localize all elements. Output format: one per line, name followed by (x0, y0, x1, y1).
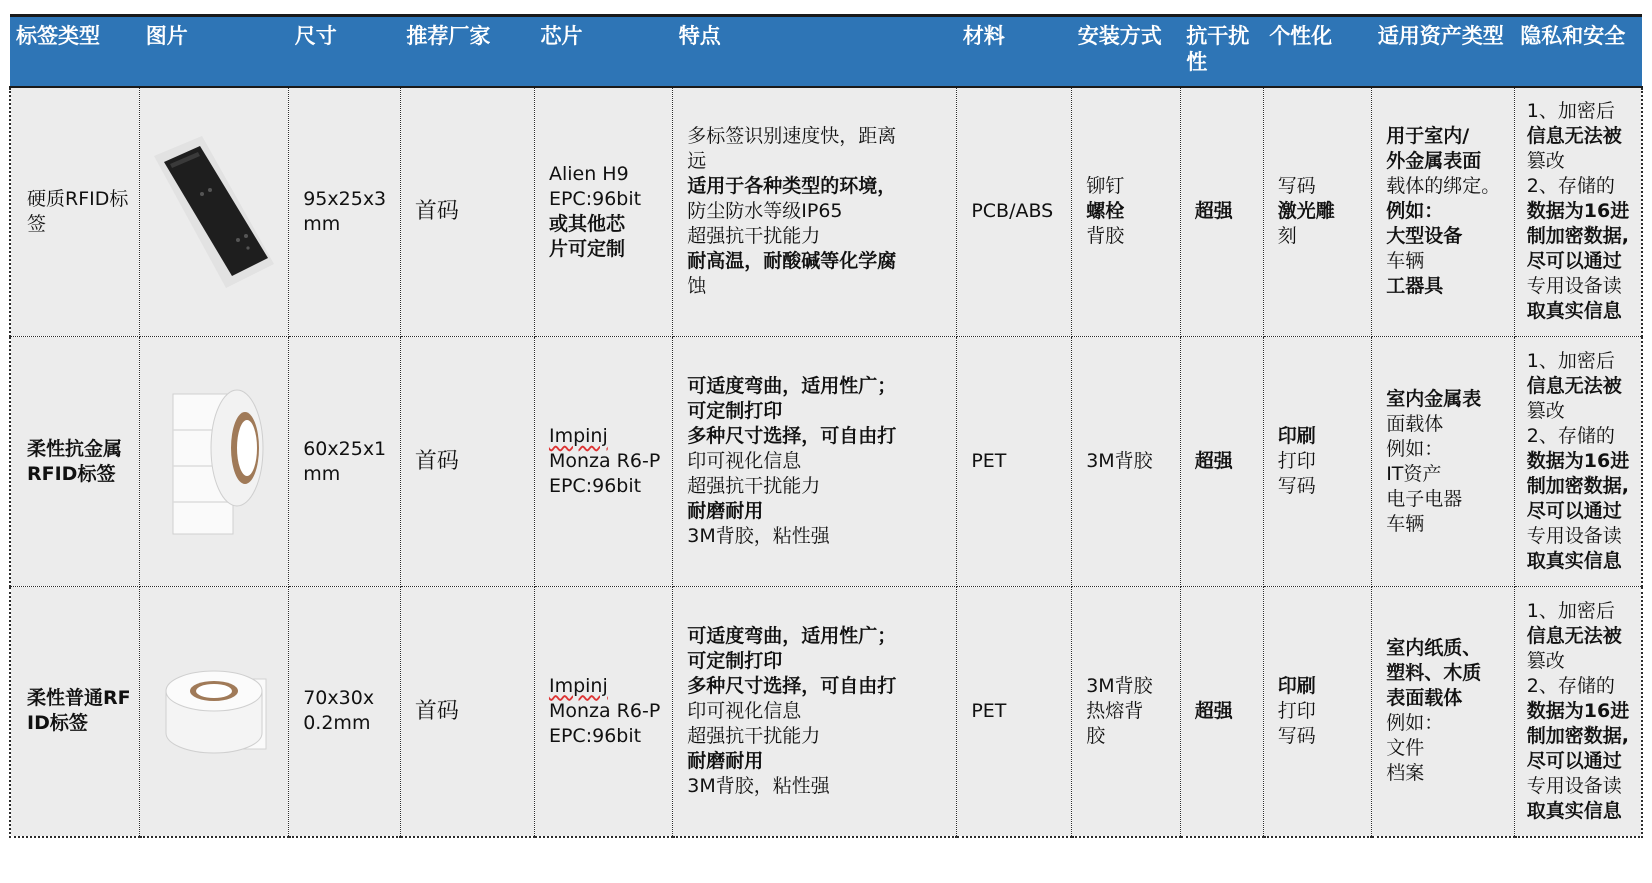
cell-asset-types[interactable]: 用于室内/ 外金属表面 载体的绑定。 例如： 大型设备 车辆 工器具 (1372, 87, 1515, 337)
cell-tag-type[interactable]: 硬质RFID标签 (10, 87, 140, 337)
white-flexible-anti-metal-label-roll-image (159, 382, 269, 542)
cell-chip[interactable]: Impinj Monza R6-P EPC:96bit (534, 337, 672, 587)
table-row (10, 337, 1642, 587)
rfid-comparison-sheet (9, 14, 1643, 838)
cell-anti-interference[interactable]: 超强 (1180, 87, 1263, 337)
cell-personalization[interactable]: 印刷 打印 写码 (1263, 587, 1372, 837)
cell-image[interactable] (140, 337, 289, 587)
black-rigid-rfid-tag-image (150, 132, 278, 292)
cell-chip[interactable]: Alien H9 EPC:96bit 或其他芯 片可定制 (534, 87, 672, 337)
header-personalization[interactable]: 个性化 (1263, 16, 1372, 87)
header-privacy[interactable]: 隐私和安全 (1514, 16, 1642, 87)
cell-vendor[interactable]: 首码 (400, 87, 534, 337)
cell-install[interactable]: 3M背胶 热熔背 胶 (1072, 587, 1181, 837)
cell-material[interactable]: PET (957, 587, 1072, 837)
cell-tag-type[interactable]: 柔性普通RFID标签 (10, 587, 140, 837)
cell-vendor[interactable]: 首码 (400, 337, 534, 587)
cell-size[interactable]: 95x25x3mm (289, 87, 401, 337)
header-size[interactable]: 尺寸 (289, 16, 401, 87)
cell-tag-type[interactable]: 柔性抗金属RFID标签 (10, 337, 140, 587)
cell-asset-types[interactable]: 室内纸质、 塑料、木质 表面载体 例如： 文件 档案 (1372, 587, 1515, 837)
header-install[interactable]: 安装方式 (1072, 16, 1181, 87)
header-asset-types[interactable]: 适用资产类型 (1372, 16, 1515, 87)
cell-anti-interference[interactable]: 超强 (1180, 337, 1263, 587)
header-chip[interactable]: 芯片 (534, 16, 672, 87)
cell-chip[interactable]: Impinj Monza R6-P EPC:96bit (534, 587, 672, 837)
cell-features[interactable]: 可适度弯曲，适用性广； 可定制打印 多种尺寸选择，可自由打 印可视化信息 超强抗干扰能力 耐磨耐用 3M背胶，粘性强 (673, 337, 957, 587)
cell-features[interactable]: 多标签识别速度快，距离 远 适用于各种类型的环境， 防尘防水等级IP65 超强抗干扰能力 耐高温，耐酸碱等化学腐 蚀 (673, 87, 957, 337)
table-header-row (10, 16, 1642, 87)
cell-vendor[interactable]: 首码 (400, 587, 534, 837)
cell-image[interactable] (140, 87, 289, 337)
cell-image[interactable] (140, 587, 289, 837)
header-anti-interference[interactable]: 抗干扰性 (1180, 16, 1263, 87)
header-tag-type[interactable]: 标签类型 (10, 16, 140, 87)
cell-material[interactable]: PCB/ABS (957, 87, 1072, 337)
table-row (10, 87, 1642, 337)
white-flexible-label-roll-image (154, 651, 274, 771)
cell-privacy[interactable]: 1、加密后 信息无法被 篡改 2、存储的 数据为16进 制加密数据, 尽可以通过 专用设备读 取真实信息 (1514, 337, 1642, 587)
cell-personalization[interactable]: 印刷 打印 写码 (1263, 337, 1372, 587)
cell-install[interactable]: 铆钉 螺栓 背胶 (1072, 87, 1181, 337)
cell-features[interactable]: 可适度弯曲，适用性广； 可定制打印 多种尺寸选择，可自由打 印可视化信息 超强抗干扰能力 耐磨耐用 3M背胶，粘性强 (673, 587, 957, 837)
cell-asset-types[interactable]: 室内金属表 面载体 例如： IT资产 电子电器 车辆 (1372, 337, 1515, 587)
header-features[interactable]: 特点 (673, 16, 957, 87)
cell-install[interactable]: 3M背胶 (1072, 337, 1181, 587)
cell-privacy[interactable]: 1、加密后 信息无法被 篡改 2、存储的 数据为16进 制加密数据, 尽可以通过 专用设备读 取真实信息 (1514, 587, 1642, 837)
cell-personalization[interactable]: 写码 激光雕 刻 (1263, 87, 1372, 337)
rfid-tag-table (9, 14, 1643, 838)
header-material[interactable]: 材料 (957, 16, 1072, 87)
header-vendor[interactable]: 推荐厂家 (400, 16, 534, 87)
cell-material[interactable]: PET (957, 337, 1072, 587)
cell-anti-interference[interactable]: 超强 (1180, 587, 1263, 837)
header-image[interactable]: 图片 (140, 16, 289, 87)
cell-size[interactable]: 60x25x1mm (289, 337, 401, 587)
cell-privacy[interactable]: 1、加密后 信息无法被 篡改 2、存储的 数据为16进 制加密数据, 尽可以通过 专用设备读 取真实信息 (1514, 87, 1642, 337)
cell-size[interactable]: 70x30x0.2mm (289, 587, 401, 837)
table-row (10, 587, 1642, 837)
